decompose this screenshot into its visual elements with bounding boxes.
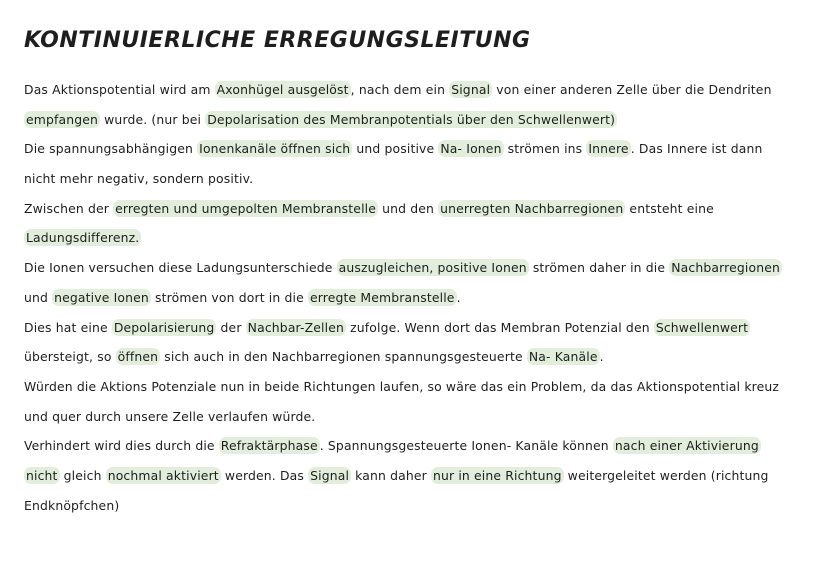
text-line (24, 461, 806, 491)
highlighted-text: Innere (588, 141, 629, 157)
text-segment: strömen daher in die (528, 260, 670, 276)
text-segment: Würden die Aktions Potenziale nun in beide Richtungen laufen, so wäre das ein Problem, da das Aktionspotential kreuz (24, 378, 780, 394)
text-segment: . (599, 349, 604, 365)
text-segment: und den (378, 200, 439, 216)
highlighted-text: nicht (26, 467, 58, 483)
text-segment: Dies hat eine (24, 319, 112, 335)
highlighted-text: Schwellenwert (655, 319, 749, 335)
text-segment: Endknöpfchen) (24, 497, 120, 513)
highlighted-text: Nachbarregionen (671, 260, 781, 276)
text-line (24, 253, 806, 283)
highlighted-text: Depolarisierung (113, 319, 215, 335)
text-segment: weitergeleitet werden (richtung (563, 467, 769, 483)
notes-body (24, 75, 806, 520)
text-segment: werden. Das (220, 467, 309, 483)
highlighted-text: Signal (451, 82, 491, 97)
text-segment: übersteigt, so (24, 349, 116, 365)
text-line (24, 283, 806, 313)
text-line (24, 223, 806, 253)
text-segment: kann daher (351, 467, 431, 483)
highlighted-text: öffnen (117, 349, 159, 365)
text-segment: entsteht eine (625, 200, 714, 216)
text-segment: Zwischen der (24, 200, 114, 216)
highlighted-text: erregte Membranstelle (309, 289, 455, 305)
highlighted-text: Nachbar-Zellen (247, 319, 345, 335)
highlighted-text: erregten und umgepolten Membranstelle (115, 200, 377, 216)
text-line (24, 431, 806, 461)
text-line (24, 164, 806, 194)
highlighted-text: Ladungsdifferenz. (26, 230, 140, 246)
text-segment: Das Aktionspotential wird am (24, 82, 215, 97)
highlighted-text: Na- Kanäle (528, 349, 598, 365)
text-segment: strömen von dort in die (150, 289, 308, 305)
highlighted-text: unerregten Nachbarregionen (440, 200, 624, 216)
text-line (24, 194, 806, 224)
text-segment: gleich (59, 467, 106, 483)
text-line (24, 313, 806, 343)
highlighted-text: Depolarisation des Membranpotentials über den Schwellenwert) (207, 111, 616, 127)
text-line (24, 402, 806, 432)
text-segment: . Spannungsgesteuerte Ionen- Kanäle können (319, 438, 613, 454)
highlighted-text: Na- Ionen (440, 141, 502, 157)
text-segment: strömen ins (503, 141, 587, 157)
highlighted-text: Signal (310, 467, 350, 483)
text-segment: . (456, 289, 461, 305)
text-line (24, 75, 806, 105)
highlighted-text: negative Ionen (54, 289, 149, 305)
text-segment: nicht mehr negativ, sondern positiv. (24, 171, 254, 187)
text-segment: sich auch in den Nachbarregionen spannungsgesteuerte (160, 349, 527, 365)
highlighted-text: Axonhügel ausgelöst (216, 82, 349, 97)
text-segment: , nach dem ein (350, 82, 450, 97)
text-segment: Die Ionen versuchen diese Ladungsunterschiede (24, 260, 337, 276)
page-title: KONTINUIERLICHE ERREGUNGSLEITUNG (24, 28, 531, 53)
highlighted-text: Ionenkanäle öffnen sich (199, 141, 351, 157)
text-line (24, 342, 806, 372)
highlighted-text: empfangen (26, 111, 99, 127)
highlighted-text: nur in eine Richtung (432, 467, 562, 483)
highlighted-text: nach einer Aktivierung (614, 438, 759, 454)
text-segment: der (216, 319, 246, 335)
highlighted-text: nochmal aktiviert (107, 467, 219, 483)
text-segment: . Das Innere ist dann (630, 141, 763, 157)
highlighted-text: Refraktärphase (220, 438, 318, 454)
highlighted-text: auszugleichen, positive Ionen (338, 260, 527, 276)
text-line (24, 134, 806, 164)
text-segment: von einer anderen Zelle über die Dendriten (492, 82, 772, 97)
text-segment: und (24, 289, 53, 305)
text-segment: zufolge. Wenn dort das Membran Potenzial den (346, 319, 654, 335)
text-segment: und quer durch unsere Zelle verlaufen würde. (24, 408, 316, 424)
text-line (24, 491, 806, 521)
text-line (24, 372, 806, 402)
text-segment: und positive (352, 141, 439, 157)
text-segment: Die spannungsabhängigen (24, 141, 198, 157)
text-line (24, 105, 806, 135)
text-segment: Verhindert wird dies durch die (24, 438, 219, 454)
text-segment: wurde. (nur bei (100, 111, 206, 127)
